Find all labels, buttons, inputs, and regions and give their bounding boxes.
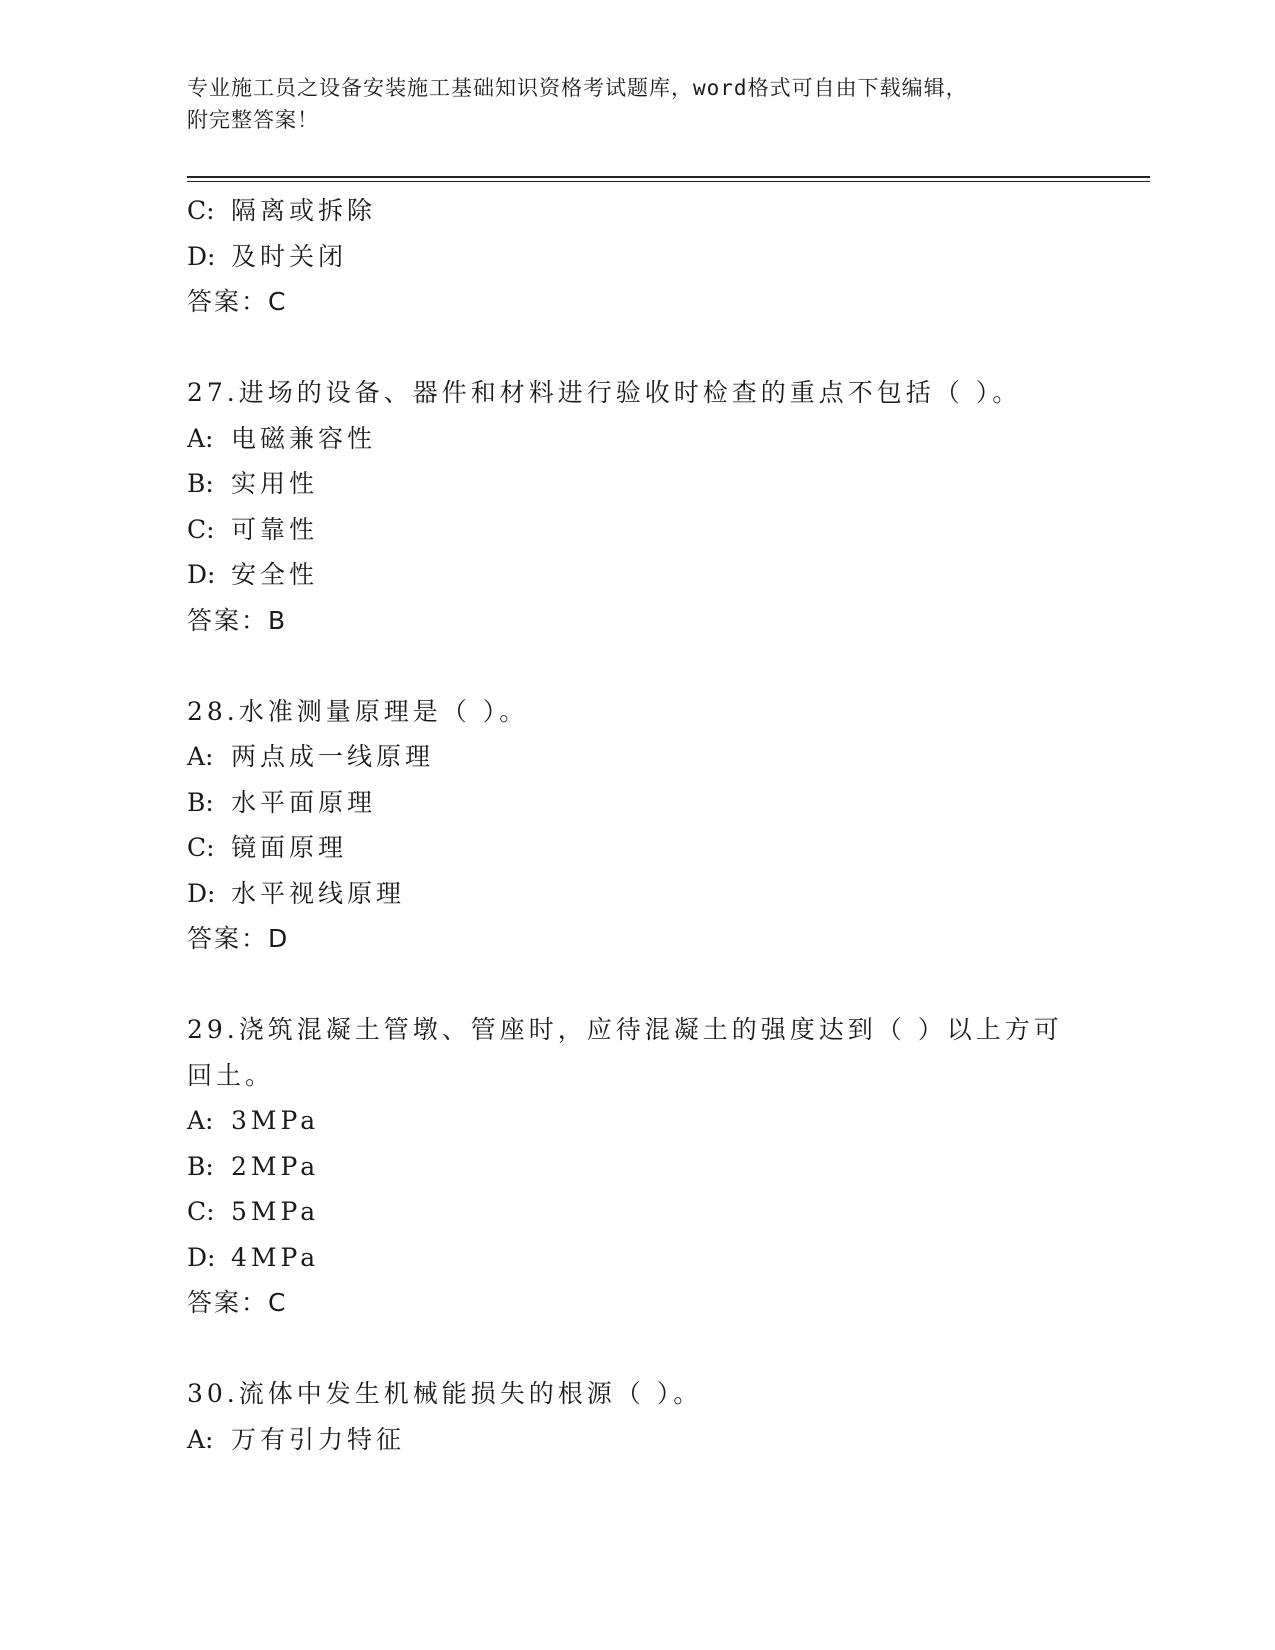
spacer xyxy=(187,643,1087,689)
option-text: 水平视线原理 xyxy=(231,878,406,908)
header-divider-thin xyxy=(187,181,1150,182)
option-key: B: xyxy=(187,1151,214,1181)
option-c xyxy=(187,507,1087,553)
option-text: 镜面原理 xyxy=(231,833,348,862)
question-stem-line-1: 29.浇筑混凝土管墩、管座时，应待混凝土的强度达到（ ）以上方可 xyxy=(187,1015,1063,1044)
spacer xyxy=(187,962,1087,1008)
question-28 xyxy=(187,689,1087,962)
option-text: 实用性 xyxy=(231,469,319,498)
option-key: C: xyxy=(187,1197,215,1226)
answer-line: 答案：D xyxy=(187,924,290,953)
option-d xyxy=(187,234,1087,280)
option-key: C: xyxy=(187,196,215,225)
question-list xyxy=(187,188,1087,1462)
option-c xyxy=(187,1189,1087,1235)
option-key: A: xyxy=(187,1424,214,1454)
option-a xyxy=(187,416,1087,462)
option-text: 5MPa xyxy=(231,1197,320,1226)
header-divider-thick xyxy=(187,176,1150,178)
option-c xyxy=(187,825,1087,871)
option-key: B: xyxy=(187,469,214,498)
question-30 xyxy=(187,1371,1087,1462)
option-text: 电磁兼容性 xyxy=(231,423,377,453)
header-line-2: 附完整答案！ xyxy=(187,108,319,132)
option-key: A: xyxy=(187,742,214,771)
question-26 xyxy=(187,188,1087,325)
spacer xyxy=(187,1326,1087,1372)
option-text: 两点成一线原理 xyxy=(231,742,435,771)
question-stem: 30.流体中发生机械能损失的根源（ ）。 xyxy=(187,1379,703,1408)
option-key: D: xyxy=(187,241,216,271)
option-b xyxy=(187,1144,1087,1190)
option-key: B: xyxy=(187,787,214,817)
question-stem: 27.进场的设备、器件和材料进行验收时检查的重点不包括（ ）。 xyxy=(187,378,1022,407)
option-key: D: xyxy=(187,878,216,908)
option-text: 3MPa xyxy=(231,1106,320,1135)
question-stem: 28.水准测量原理是（ ）。 xyxy=(187,696,529,726)
option-text: 水平面原理 xyxy=(231,787,377,817)
option-b xyxy=(187,780,1087,826)
option-d xyxy=(187,552,1087,598)
option-key: D: xyxy=(187,1242,216,1272)
option-d xyxy=(187,871,1087,917)
answer-line: 答案：B xyxy=(187,605,288,635)
option-text: 安全性 xyxy=(231,560,319,589)
answer-line: 答案：C xyxy=(187,287,288,316)
option-b xyxy=(187,461,1087,507)
option-text: 2MPa xyxy=(231,1151,320,1181)
option-text: 及时关闭 xyxy=(231,241,348,271)
question-29 xyxy=(187,1007,1087,1326)
document-header xyxy=(187,72,1087,136)
option-key: D: xyxy=(187,560,216,589)
header-line-1: 专业施工员之设备安装施工基础知识资格考试题库，word格式可自由下载编辑， xyxy=(187,76,968,100)
option-key: C: xyxy=(187,833,215,862)
option-a xyxy=(187,734,1087,780)
question-stem-line-2: 回土。 xyxy=(187,1060,275,1090)
option-key: C: xyxy=(187,514,215,544)
spacer xyxy=(187,325,1087,371)
option-text: 隔离或拆除 xyxy=(231,196,377,225)
answer-line: 答案：C xyxy=(187,1288,288,1317)
option-a xyxy=(187,1417,1087,1463)
option-text: 4MPa xyxy=(231,1242,320,1272)
option-key: A: xyxy=(187,1106,214,1135)
option-text: 可靠性 xyxy=(231,514,319,544)
option-c xyxy=(187,188,1087,234)
option-text: 万有引力特征 xyxy=(231,1424,406,1454)
question-27 xyxy=(187,370,1087,643)
option-a xyxy=(187,1098,1087,1144)
option-d xyxy=(187,1235,1087,1281)
option-key: A: xyxy=(187,423,214,453)
